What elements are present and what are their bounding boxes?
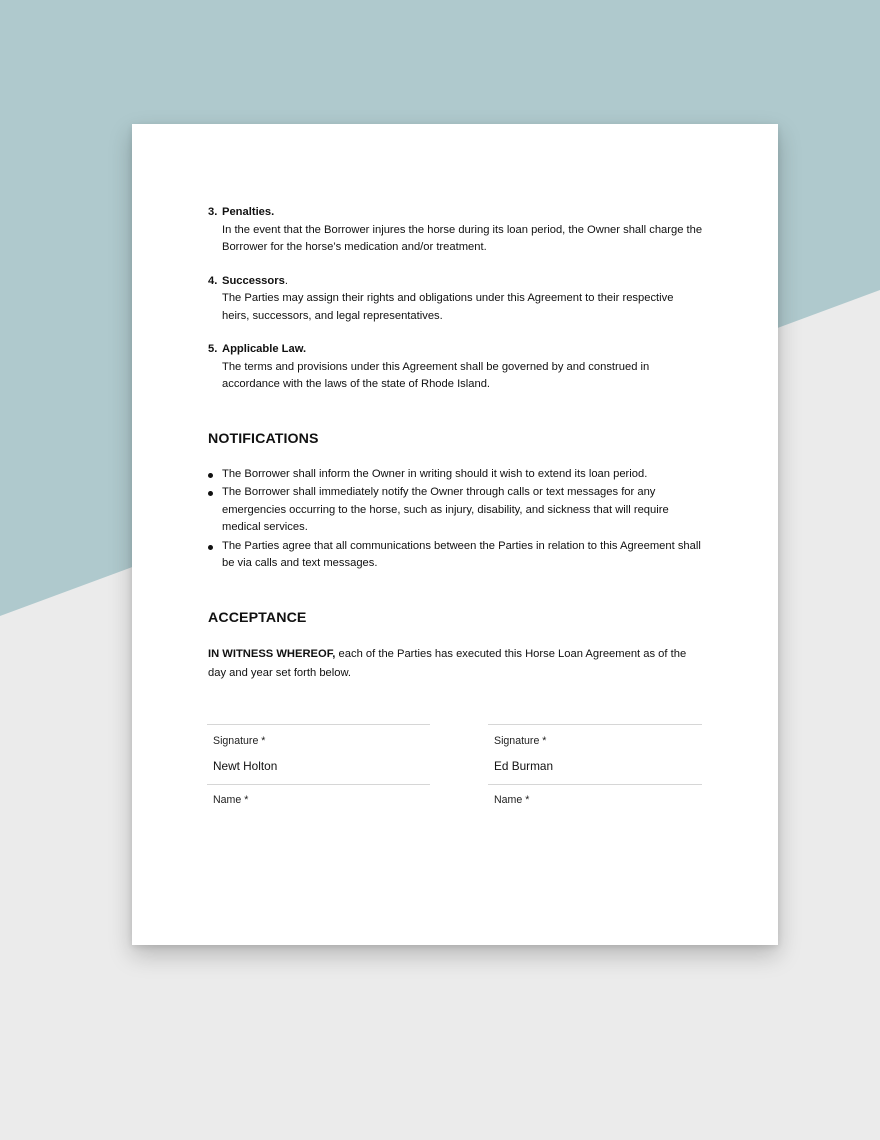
witness-paragraph <box>208 645 703 683</box>
clause-successors <box>208 273 703 326</box>
signature-block-left <box>207 724 430 808</box>
clause-text: In the event that the Borrower injures the horse during its loan period, the Owner shall charge the Borrower for the horse’s medication and/or treatment. <box>222 223 703 253</box>
clause-body <box>222 273 703 326</box>
signature-label: Signature * <box>213 735 266 747</box>
bullet-icon <box>208 473 213 478</box>
name-label: Name * <box>494 794 530 806</box>
clause-body <box>222 204 703 257</box>
clause-text: The Parties may assign their rights and obligations under this Agreement to their respective heirs, successors, and legal representatives. <box>222 292 674 322</box>
list-item: The Borrower shall immediately notify the Owner through calls or text messages for any emergencies occurring to the horse, such as injury, disability, and sickness that will require medical services. <box>208 484 703 537</box>
clause-penalties <box>208 204 703 257</box>
clause-body <box>222 341 703 394</box>
signature-block-right <box>488 724 702 808</box>
clause-number: 3. <box>208 206 218 218</box>
clause-title: Applicable Law. <box>222 343 307 355</box>
witness-lead: IN WITNESS WHEREOF, <box>208 647 336 660</box>
document-page <box>132 124 778 945</box>
signer-name[interactable]: Ed Burman <box>494 759 554 773</box>
document-content <box>208 204 703 683</box>
clause-text: The terms and provisions under this Agreement shall be governed by and construed in accordance with the laws of the state of Rhode Island. <box>222 360 650 390</box>
clause-applicable-law <box>208 341 703 394</box>
bullet-icon <box>208 545 213 550</box>
witness-text: each of the Parties has executed this Horse Loan Agreement as of the day and year set forth below. <box>208 647 687 679</box>
list-item: The Parties agree that all communications between the Parties in relation to this Agreement shall be via calls and text messages. <box>208 538 703 573</box>
clause-title: Successors. <box>222 274 288 287</box>
clause-title: Penalties. <box>222 206 275 218</box>
notifications-heading: NOTIFICATIONS <box>208 430 319 447</box>
name-label: Name * <box>213 794 249 806</box>
acceptance-heading: ACCEPTANCE <box>208 609 307 626</box>
notifications-list <box>208 466 703 573</box>
signature-label: Signature * <box>494 735 547 747</box>
signer-name[interactable]: Newt Holton <box>213 759 278 773</box>
clause-number: 4. <box>208 274 218 287</box>
clause-number: 5. <box>208 343 218 355</box>
bullet-icon <box>208 491 213 496</box>
list-item: The Borrower shall inform the Owner in writing should it wish to extend its loan period. <box>208 466 703 484</box>
